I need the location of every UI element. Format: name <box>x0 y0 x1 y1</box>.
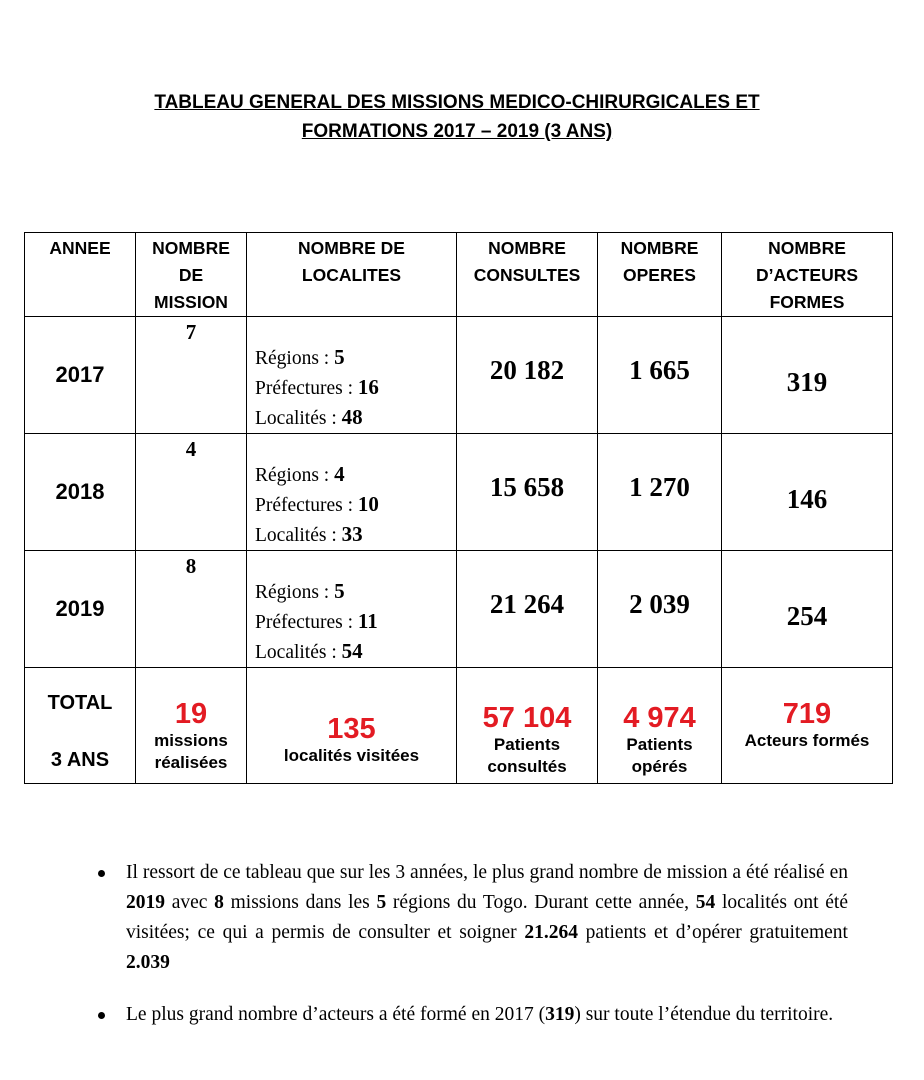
header-nombre-acteurs-formes: NOMBRE D’ACTEURS FORMES <box>722 233 893 317</box>
total-consultes-cell: 57 104 Patients consultés <box>457 668 598 784</box>
table-row <box>25 317 893 434</box>
total-missions-cell: 19 missions réalisées <box>136 668 247 784</box>
operes-cell: 1 270 <box>598 434 722 551</box>
bullet-item: Le plus grand nombre d’acteurs a été formé en 2017 (319) sur toute l’étendue du territoire. <box>96 1000 848 1030</box>
page-title <box>0 88 914 146</box>
missions-cell: 8 <box>136 551 247 668</box>
total-consultes-value: 57 104 <box>482 702 572 734</box>
localites-cell: Régions : 5 Préfectures : 11 Localités : 54 <box>247 551 457 668</box>
formes-cell: 254 <box>722 551 893 668</box>
header-nombre-operes: NOMBRE OPERES <box>598 233 722 317</box>
localites-cell: Régions : 4 Préfectures : 10 Localités : 33 <box>247 434 457 551</box>
operes-cell: 1 665 <box>598 317 722 434</box>
title-line-2: FORMATIONS 2017 – 2019 (3 ANS) <box>301 121 613 142</box>
table-row <box>25 434 893 551</box>
operes-cell: 2 039 <box>598 551 722 668</box>
total-localites-cell: 135 localités visitées <box>247 668 457 784</box>
localites-cell: Régions : 5 Préfectures : 16 Localités : 48 <box>247 317 457 434</box>
consultes-cell: 15 658 <box>457 434 598 551</box>
consultes-cell: 21 264 <box>457 551 598 668</box>
total-operes-cell: 4 974 Patients opérés <box>598 668 722 784</box>
consultes-cell: 20 182 <box>457 317 598 434</box>
bullet-item: Il ressort de ce tableau que sur les 3 années, le plus grand nombre de mission a été réalisé en 2019 avec 8 missions dans les 5 régions du Togo. Durant cette année, 54 localités ont été visitées; ce qui a permis de consulter et soigner 21.264 patients et d’opérer gratuitement 2.039 <box>96 858 848 978</box>
header-nombre-consultes: NOMBRE CONSULTES <box>457 233 598 317</box>
header-annee: ANNEE <box>25 233 136 317</box>
header-nombre-de-mission: NOMBRE DE MISSION <box>136 233 247 317</box>
total-formes-cell: 719 Acteurs formés <box>722 668 893 784</box>
missions-table <box>24 232 893 784</box>
total-row <box>25 668 893 784</box>
year-cell: 2017 <box>25 317 136 434</box>
total-formes-value: 719 <box>782 698 832 730</box>
total-missions-value: 19 <box>174 698 208 730</box>
total-localites-value: 135 <box>327 713 376 745</box>
missions-cell: 4 <box>136 434 247 551</box>
year-cell: 2019 <box>25 551 136 668</box>
title-line-1: TABLEAU GENERAL DES MISSIONS MEDICO-CHIRURGICALES ET <box>154 92 760 113</box>
missions-cell: 7 <box>136 317 247 434</box>
total-label-cell: TOTAL 3 ANS <box>25 668 136 784</box>
table-header-row <box>25 233 893 317</box>
header-nombre-de-localites: NOMBRE DE LOCALITES <box>247 233 457 317</box>
formes-cell: 146 <box>722 434 893 551</box>
summary-bullets <box>96 858 848 1030</box>
year-cell: 2018 <box>25 434 136 551</box>
table-row <box>25 551 893 668</box>
formes-cell: 319 <box>722 317 893 434</box>
total-operes-value: 4 974 <box>623 702 696 734</box>
